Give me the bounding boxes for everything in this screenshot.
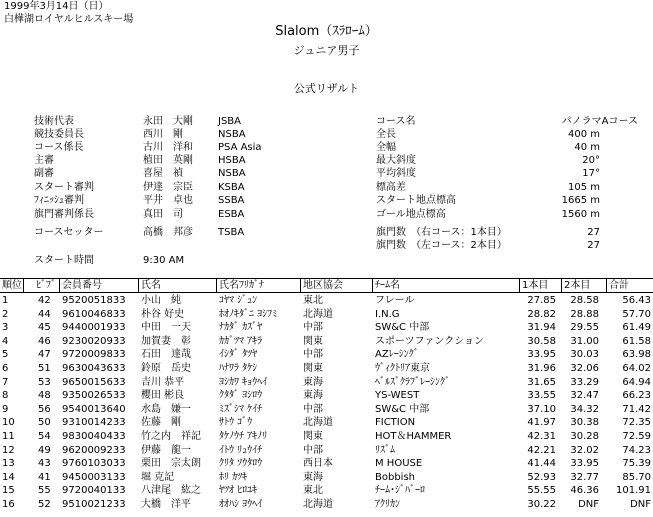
total-cell: 64.94	[622, 376, 651, 388]
run2-cell: 28.58	[570, 295, 599, 306]
name-cell: 石田 達哉	[141, 349, 191, 361]
run2-cell: 33.95	[570, 458, 599, 470]
name-cell: 水島 嫌一	[141, 403, 191, 415]
start-time-value: 9:30 AM	[143, 255, 185, 266]
official-name: 高橋 邦彦	[143, 227, 193, 238]
name-cell: 吉川 恭平	[141, 376, 185, 388]
furigana-cell: ﾊﾅﾜﾗ ﾀｹｼ	[219, 363, 258, 374]
team-cell: I.N.G	[375, 308, 400, 320]
team-cell: AZﾚｰｼﾝｸﾞ	[375, 349, 419, 361]
run2-cell: 32.06	[570, 363, 599, 374]
bib-cell: 55	[38, 485, 51, 497]
header-run2: 2本目	[564, 280, 591, 291]
total-cell: 101.91	[616, 485, 651, 497]
furigana-cell: ｺﾔﾏ ｼﾞｭﾝ	[219, 295, 258, 306]
region-cell: 関東	[303, 363, 323, 374]
bib-cell: 53	[38, 376, 51, 388]
run1-cell: 42.21	[527, 444, 556, 456]
table-row	[0, 390, 653, 404]
run2-cell: 34.32	[570, 403, 599, 415]
official-role: 副審	[34, 168, 54, 179]
region-cell: 北海道	[303, 308, 333, 320]
official-org: ESBA	[218, 209, 245, 220]
total-cell: 66.23	[622, 390, 651, 402]
header-member-no: 会員番号	[62, 280, 102, 291]
member-no-cell: 9650015633	[62, 376, 126, 388]
rank-cell: 10	[2, 417, 15, 429]
table-row	[0, 445, 653, 459]
rank-cell: 9	[2, 403, 9, 415]
run1-cell: 33.55	[527, 390, 556, 402]
furigana-cell: ﾎﾘ ｶﾂｷ	[219, 471, 248, 483]
bib-cell: 48	[38, 390, 51, 402]
name-cell: 朴谷 好史	[141, 308, 185, 320]
official-org: PSA Asia	[218, 142, 262, 153]
region-cell: 中部	[303, 349, 323, 361]
furigana-cell: ｸﾘﾀ ｿｳﾀﾛｳ	[219, 458, 263, 470]
header-run1: 1本目	[522, 280, 549, 291]
course-label: ゴール地点標高	[376, 209, 446, 220]
course-label: コース名	[376, 116, 416, 127]
member-no-cell: 9440001933	[62, 322, 126, 334]
name-cell: 栗田 宗太朗	[141, 458, 201, 470]
table-row	[0, 336, 653, 350]
official-org: NSBA	[218, 129, 246, 140]
table-row	[0, 458, 653, 472]
total-cell: 64.02	[622, 363, 651, 374]
course-label: 全長	[376, 129, 396, 140]
furigana-cell: ｸﾀﾀﾞ ﾖｼﾛｳ	[219, 390, 263, 402]
name-cell: 鈴原 岳史	[141, 363, 191, 374]
run1-cell: 41.97	[527, 417, 556, 429]
name-cell: 八津尾 紘之	[141, 485, 201, 497]
bib-cell: 47	[38, 349, 51, 361]
member-no-cell: 9720009833	[62, 349, 126, 361]
run2-cell: 32.47	[570, 390, 599, 402]
member-no-cell: 9510021233	[62, 499, 126, 510]
region-cell: 中部	[303, 403, 323, 415]
region-cell: 東海	[303, 471, 323, 483]
date-text: 1999年3月14日（日）	[4, 1, 109, 12]
run1-cell: 37.10	[527, 403, 556, 415]
official-org: NSBA	[218, 168, 246, 179]
team-cell: Bobbish	[375, 471, 415, 483]
furigana-cell: ﾀｹﾉｳﾁ ｱｷﾉﾘ	[219, 431, 268, 442]
furigana-cell: ｵｵﾊｼ ﾖｳﾍｲ	[219, 499, 263, 510]
table-row	[0, 404, 653, 418]
bib-cell: 56	[38, 403, 51, 415]
region-cell: 北海道	[303, 499, 333, 510]
run1-cell: 41.44	[527, 458, 556, 470]
total-cell: 61.58	[622, 335, 651, 347]
official-org: JSBA	[218, 116, 241, 127]
course-value: パノラマAコース	[561, 116, 638, 127]
run1-cell: 33.95	[527, 349, 556, 361]
header-region: 地区協会	[303, 280, 343, 291]
official-role: コース係長	[34, 142, 84, 153]
run1-cell: 52.93	[527, 471, 556, 483]
furigana-cell: ｻﾄｳ ｺﾞｳ	[219, 417, 253, 429]
rank-cell: 7	[2, 376, 9, 388]
furigana-cell: ﾎｵﾉｷﾀﾞﾆ ﾖｼﾌﾐ	[219, 308, 278, 320]
furigana-cell: ﾅｶﾀﾞ ｶｽﾞﾔ	[219, 322, 263, 334]
run1-cell: 30.22	[527, 499, 556, 510]
team-cell: SW&C 中部	[375, 403, 430, 415]
member-no-cell: 9520051833	[62, 295, 126, 306]
run1-cell: 55.55	[527, 485, 556, 497]
rank-cell: 13	[2, 458, 15, 470]
team-cell: ﾘｽﾞﾑ	[375, 444, 395, 456]
course-label: 標高差	[376, 182, 406, 193]
name-cell: 櫻田 彬良	[141, 390, 185, 402]
rank-cell: 5	[2, 349, 9, 361]
member-no-cell: 9630043633	[62, 363, 126, 374]
official-name: 古川 洋和	[143, 142, 193, 153]
header-furigana: 氏名ﾌﾘｶﾞﾅ	[219, 280, 264, 291]
official-name: 植田 英剛	[143, 155, 193, 166]
table-row	[0, 417, 653, 431]
course-value: 400 m	[567, 129, 600, 140]
region-cell: 東海	[303, 390, 323, 402]
official-org: KSBA	[218, 182, 245, 193]
run1-cell: 27.85	[527, 295, 556, 306]
rank-cell: 1	[2, 295, 9, 306]
region-cell: 中部	[303, 322, 323, 334]
run2-cell: 33.29	[570, 376, 599, 388]
official-name: 伊達 宗臣	[143, 182, 193, 193]
member-no-cell: 9350026533	[62, 390, 126, 402]
region-cell: 東北	[303, 485, 323, 497]
official-role: スタート審判	[34, 182, 94, 193]
course-value: 1560 m	[561, 209, 600, 220]
team-cell: M HOUSE	[375, 458, 423, 470]
run2-cell: 28.88	[570, 308, 599, 320]
member-no-cell: 9450003133	[62, 471, 126, 483]
official-org: HSBA	[218, 155, 246, 166]
rank-cell: 3	[2, 322, 9, 334]
table-row	[0, 472, 653, 486]
rank-cell: 12	[2, 444, 15, 456]
run1-cell: 28.82	[527, 308, 556, 320]
table-row	[0, 363, 653, 377]
team-cell: SW&C 中部	[375, 322, 430, 334]
header-total: 合計	[609, 280, 629, 291]
bib-cell: 54	[38, 431, 51, 442]
course-label: 旗門数 （左コース：2本目）	[376, 240, 507, 251]
course-value: 40 m	[574, 142, 600, 153]
header-name: 氏名	[141, 280, 161, 291]
furigana-cell: ｲﾄｳ ﾘｭｳｲﾁ	[219, 444, 263, 456]
bib-cell: 44	[38, 308, 51, 320]
bib-cell: 45	[38, 322, 51, 334]
team-cell: ｱｸﾘｶﾝ	[375, 499, 400, 510]
team-cell: FICTION	[375, 417, 416, 429]
rank-cell: 6	[2, 363, 9, 374]
member-no-cell: 9610046833	[62, 308, 126, 320]
official-name: 真田 司	[143, 209, 183, 220]
official-role: 競技委員長	[34, 129, 84, 140]
member-no-cell: 9830040433	[62, 431, 126, 442]
run2-cell: 46.36	[570, 485, 599, 497]
bib-cell: 46	[38, 335, 51, 347]
rank-cell: 11	[2, 431, 15, 442]
rank-cell: 14	[2, 471, 15, 483]
official-name: 平井 卓也	[143, 195, 193, 206]
rank-cell: 8	[2, 390, 9, 402]
official-role: 主審	[34, 155, 54, 166]
run2-cell: 30.38	[570, 417, 599, 429]
header-team: ﾁｰﾑ名	[375, 280, 400, 291]
run2-cell: DNF	[578, 499, 599, 510]
course-label: 全幅	[376, 142, 396, 153]
name-cell: 加賀妻 彰	[141, 335, 191, 347]
course-label: 旗門数 （右コース：1本目）	[376, 227, 507, 238]
team-cell: フレール	[375, 295, 415, 306]
name-cell: 竹之内 祥記	[141, 431, 201, 442]
start-time-label: スタート時間	[34, 255, 94, 266]
header-bib: ﾋﾞﾌﾞ	[36, 280, 56, 291]
official-role: 旗門審判係長	[34, 209, 94, 220]
furigana-cell: ｶｶﾞﾂﾏ ｱｷﾗ	[219, 335, 263, 347]
result-title: 公式リザルト	[293, 82, 360, 95]
table-row	[0, 377, 653, 391]
member-no-cell: 9310014233	[62, 417, 126, 429]
course-value: 27	[587, 240, 600, 251]
bib-cell: 41	[38, 471, 51, 483]
course-value: 27	[587, 227, 600, 238]
bib-cell: 52	[38, 499, 51, 510]
name-cell: 中田 一天	[141, 322, 191, 334]
category-title: ジュニア男子	[293, 44, 360, 57]
member-no-cell: 9620009233	[62, 444, 126, 456]
total-cell: 72.35	[622, 417, 651, 429]
name-cell: 大橋 洋平	[141, 499, 191, 510]
team-cell: ﾍﾞﾙｽﾞｸﾗﾌﾞﾚｰｼﾝｸﾞ	[375, 376, 450, 388]
region-cell: 中部	[303, 444, 323, 456]
table-row	[0, 309, 653, 323]
region-cell: 関東	[303, 335, 323, 347]
course-value: 105 m	[567, 182, 600, 193]
rank-cell: 4	[2, 335, 9, 347]
total-cell: 71.42	[622, 403, 651, 415]
total-cell: DNF	[630, 499, 651, 510]
table-header-row	[0, 280, 653, 294]
course-value: 20°	[582, 155, 600, 166]
course-label: 最大斜度	[376, 155, 416, 166]
name-cell: 堀 克記	[141, 471, 175, 483]
official-org: SSBA	[218, 195, 245, 206]
venue-text: 白樺湖ロイヤルヒルスキー場	[4, 14, 134, 25]
name-cell: 小山 純	[141, 295, 181, 306]
table-row	[0, 485, 653, 499]
table-row	[0, 349, 653, 363]
run2-cell: 31.00	[570, 335, 599, 347]
rank-cell: 2	[2, 308, 9, 320]
team-cell: HOT＆HAMMER	[375, 431, 452, 442]
table-row	[0, 322, 653, 336]
team-cell: ｳﾞｨｸﾄﾘｱ東京	[375, 363, 430, 374]
furigana-cell: ﾐｽﾞｼﾏ ｹｲﾁ	[219, 403, 263, 415]
table-row	[0, 295, 653, 309]
course-label: スタート地点標高	[376, 195, 456, 206]
official-name: 喜屋 禎	[143, 168, 183, 179]
furigana-cell: ﾔﾂｵ ﾋﾛﾕｷ	[219, 485, 258, 497]
official-role: ﾌｨﾆｯｼｭ審判	[34, 195, 84, 206]
member-no-cell: 9540013640	[62, 403, 126, 415]
run2-cell: 30.03	[570, 349, 599, 361]
bib-cell: 42	[38, 295, 51, 306]
course-value: 17°	[582, 168, 600, 179]
run1-cell: 31.96	[527, 363, 556, 374]
name-cell: 佐藤 剛	[141, 417, 181, 429]
event-title: Slalom（ｽﾗﾛｰﾑ）	[275, 24, 378, 39]
run1-cell: 42.31	[527, 431, 556, 442]
region-cell: 東北	[303, 295, 323, 306]
course-label: 平均斜度	[376, 168, 416, 179]
total-cell: 72.59	[622, 431, 651, 442]
total-cell: 63.98	[622, 349, 651, 361]
run2-cell: 32.77	[570, 471, 599, 483]
member-no-cell: 9230020933	[62, 335, 126, 347]
rank-cell: 15	[2, 485, 15, 497]
run2-cell: 32.02	[570, 444, 599, 456]
total-cell: 57.70	[622, 308, 651, 320]
run1-cell: 31.94	[527, 322, 556, 334]
official-name: 西川 剛	[143, 129, 183, 140]
furigana-cell: ﾖｼｶﾜ ｷｮｳﾍｲ	[219, 376, 268, 388]
furigana-cell: ｲｼﾀﾞ ﾀﾂﾔ	[219, 349, 258, 361]
bib-cell: 43	[38, 458, 51, 470]
region-cell: 西日本	[303, 458, 333, 470]
total-cell: 75.39	[622, 458, 651, 470]
total-cell: 61.49	[622, 322, 651, 334]
run1-cell: 31.65	[527, 376, 556, 388]
region-cell: 北海道	[303, 417, 333, 429]
run1-cell: 30.58	[527, 335, 556, 347]
team-cell: スポーツファンクション	[375, 335, 484, 347]
course-value: 1665 m	[561, 195, 600, 206]
total-cell: 74.23	[622, 444, 651, 456]
team-cell: YS-WEST	[375, 390, 420, 402]
bib-cell: 51	[38, 363, 51, 374]
table-row	[0, 431, 653, 445]
official-name: 永田 大剛	[143, 116, 193, 127]
header-rank: 順位	[2, 280, 22, 291]
region-cell: 東海	[303, 376, 323, 388]
run2-cell: 29.55	[570, 322, 599, 334]
bib-cell: 49	[38, 444, 51, 456]
table-row	[0, 499, 653, 513]
member-no-cell: 9760103033	[62, 458, 126, 470]
name-cell: 伊藤 龍一	[141, 444, 191, 456]
team-cell: ﾁｰﾑ･ｼﾞﾊﾞｰﾛ	[375, 485, 425, 497]
official-role: コースセッター	[34, 227, 104, 238]
table-top-border	[0, 278, 653, 279]
bib-cell: 50	[38, 417, 51, 429]
total-cell: 85.70	[622, 471, 651, 483]
region-cell: 関東	[303, 431, 323, 442]
run2-cell: 30.28	[570, 431, 599, 442]
rank-cell: 16	[2, 499, 15, 510]
official-role: 技術代表	[34, 116, 74, 127]
member-no-cell: 9720040133	[62, 485, 126, 497]
total-cell: 56.43	[622, 295, 651, 306]
official-org: TSBA	[218, 227, 245, 238]
